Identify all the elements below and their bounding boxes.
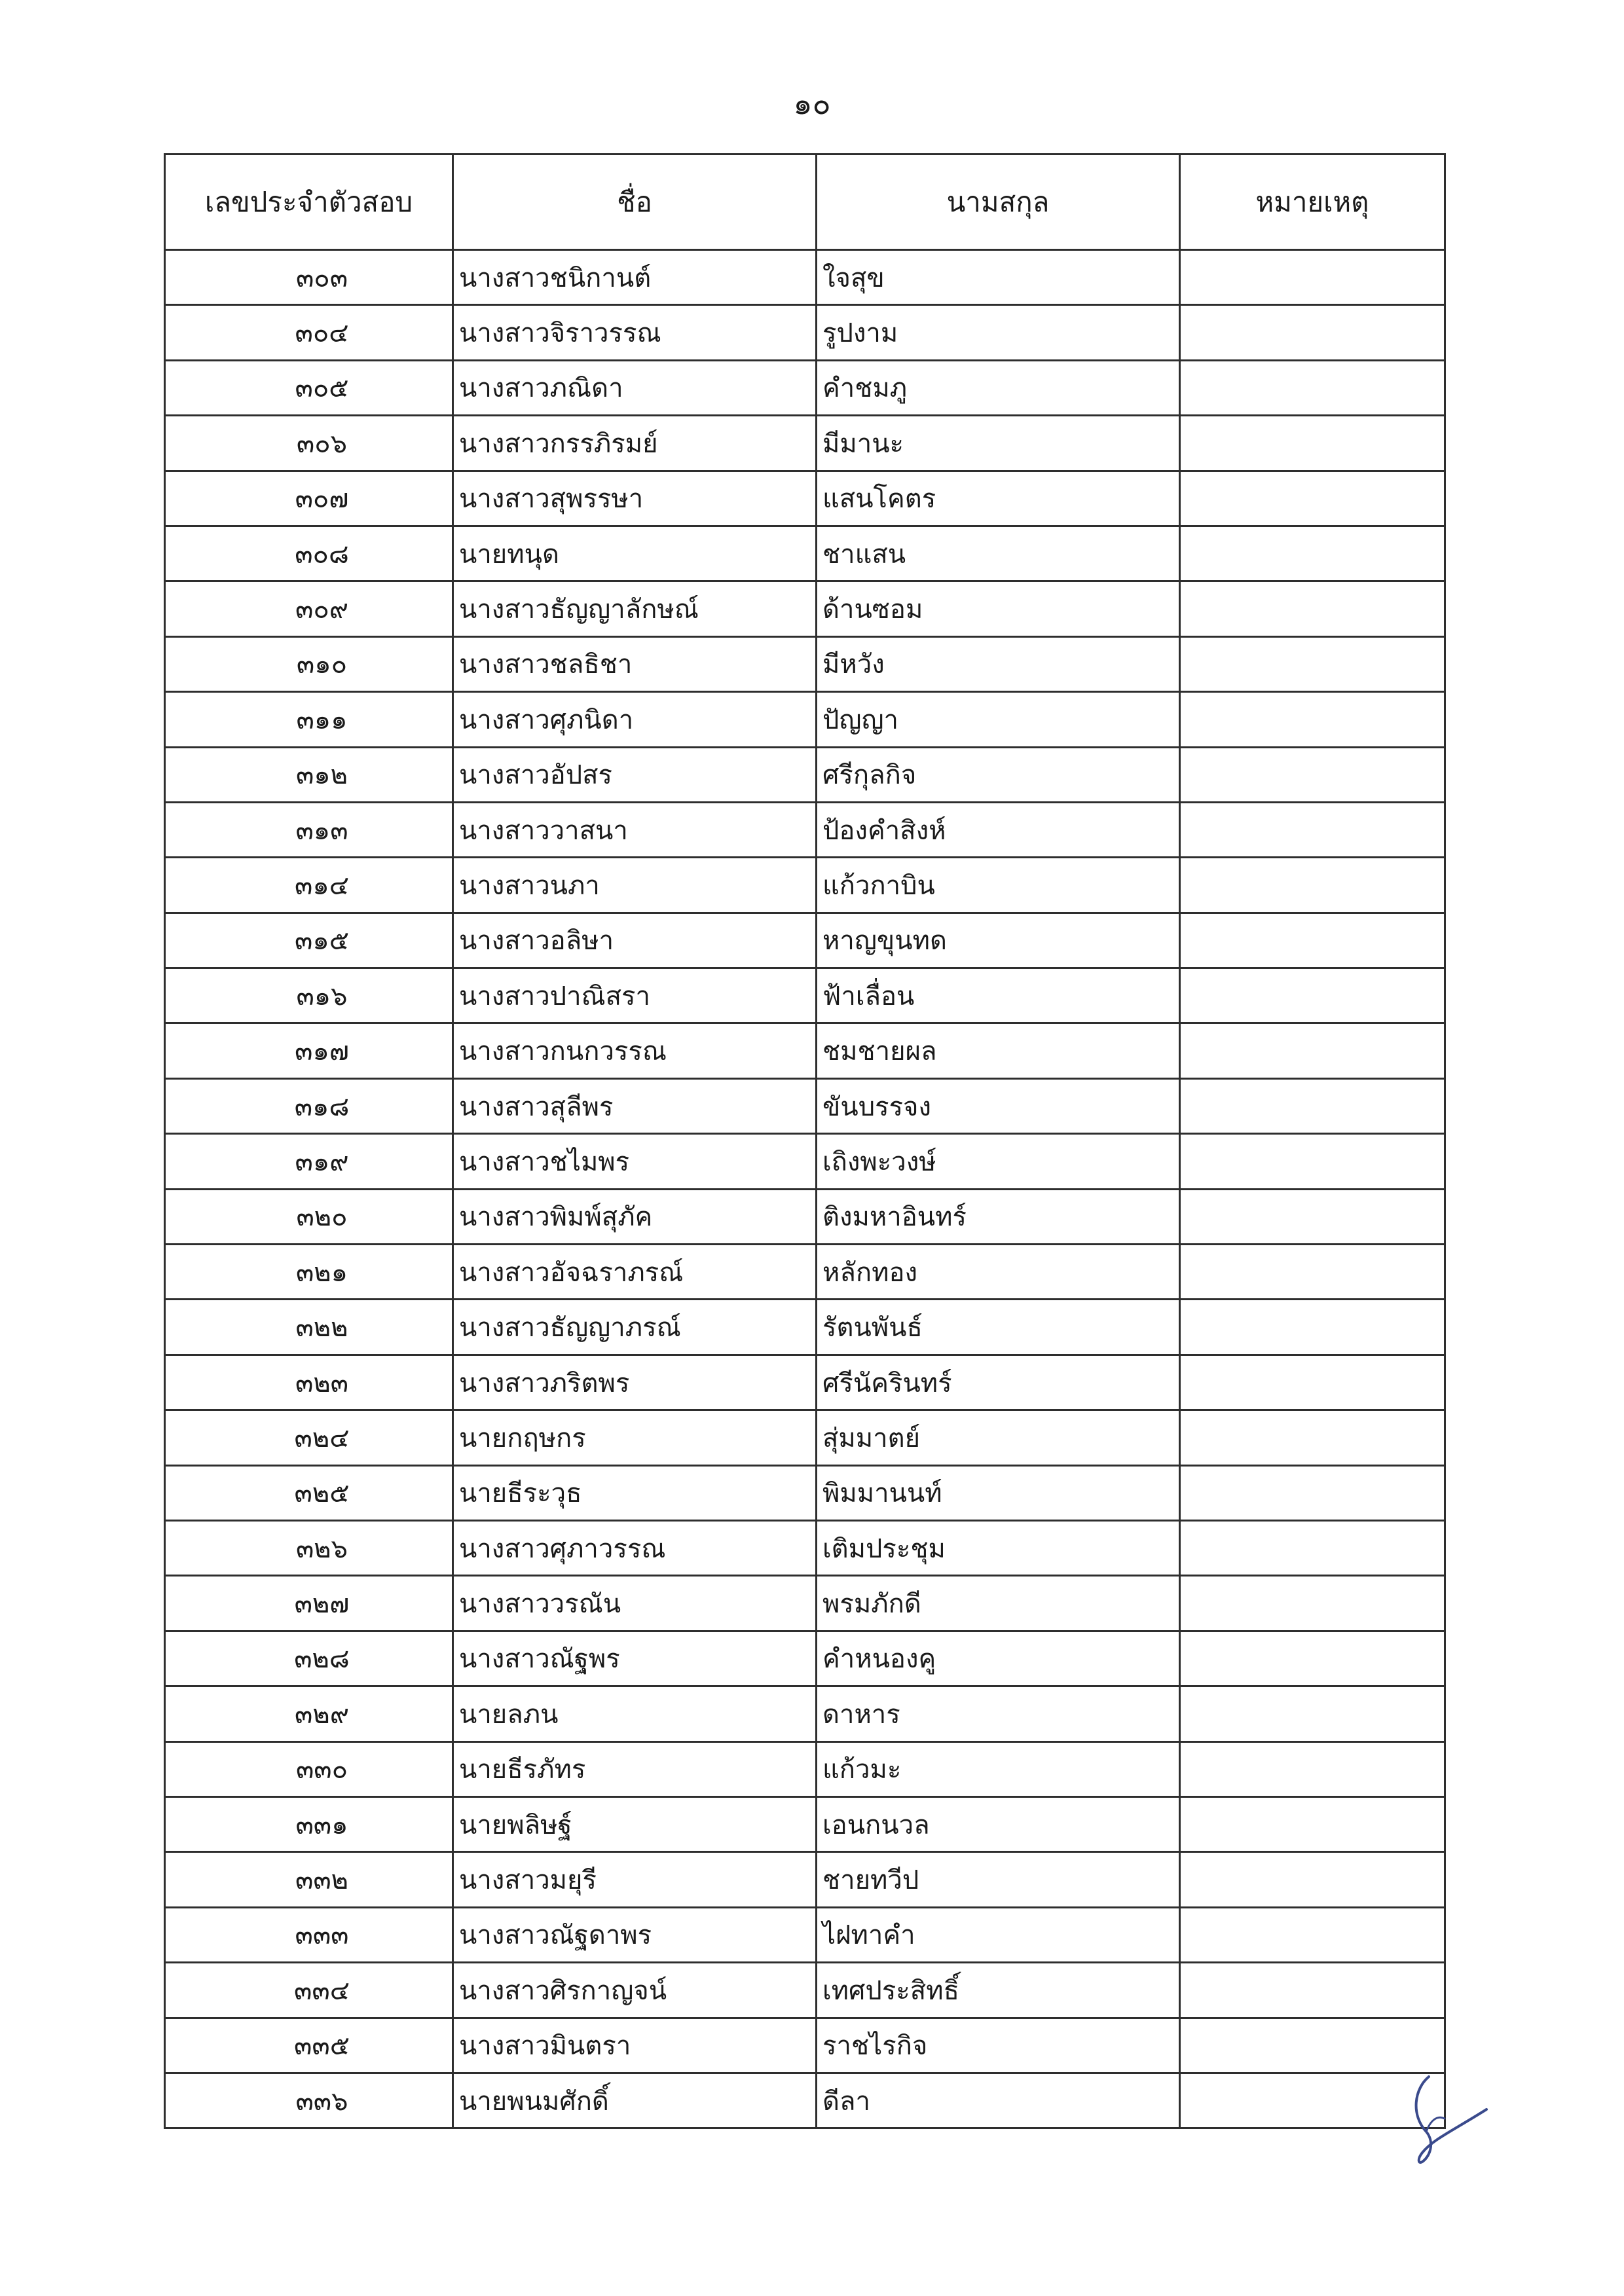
cell-remarks: [1180, 1410, 1445, 1465]
cell-last-name: ศรีนัครินทร์: [817, 1355, 1180, 1410]
cell-remarks: [1180, 1796, 1445, 1851]
cell-exam-id: ๓๑๔: [165, 858, 453, 913]
cell-remarks: [1180, 858, 1445, 913]
cell-exam-id: ๓๐๓: [165, 250, 453, 305]
cell-last-name: ชาแสน: [817, 526, 1180, 581]
cell-exam-id: ๓๓๔: [165, 1963, 453, 2018]
cell-first-name: นางสาวธัญญาภรณ์: [453, 1300, 817, 1355]
cell-exam-id: ๓๑๕: [165, 913, 453, 968]
table-row: [165, 913, 1445, 968]
table-row: [165, 1134, 1445, 1189]
cell-last-name: เถิงพะวงษ์: [817, 1134, 1180, 1189]
cell-exam-id: ๓๑๘: [165, 1078, 453, 1133]
cell-last-name: ฟ้าเลื่อน: [817, 968, 1180, 1023]
cell-first-name: นางสาวสุพรรษา: [453, 471, 817, 526]
cell-last-name: ราชไรกิจ: [817, 2018, 1180, 2073]
table-row: [165, 1796, 1445, 1851]
cell-exam-id: ๓๐๘: [165, 526, 453, 581]
cell-exam-id: ๓๑๖: [165, 968, 453, 1023]
cell-first-name: นางสาวมินตรา: [453, 2018, 817, 2073]
table-row: [165, 1410, 1445, 1465]
table-body: [165, 250, 1445, 2128]
cell-exam-id: ๓๐๔: [165, 305, 453, 360]
signature-mark: [1388, 2069, 1493, 2167]
cell-first-name: นางสาวอัจฉราภรณ์: [453, 1245, 817, 1300]
cell-exam-id: ๓๒๔: [165, 1410, 453, 1465]
cell-first-name: นางสาวชนิกานต์: [453, 250, 817, 305]
cell-first-name: นางสาววาสนา: [453, 802, 817, 857]
cell-last-name: หลักทอง: [817, 1245, 1180, 1300]
cell-exam-id: ๓๑๓: [165, 802, 453, 857]
cell-remarks: [1180, 1355, 1445, 1410]
table-row: [165, 747, 1445, 802]
cell-exam-id: ๓๓๑: [165, 1796, 453, 1851]
cell-first-name: นางสาวกรรภิรมย์: [453, 416, 817, 471]
cell-remarks: [1180, 636, 1445, 691]
cell-remarks: [1180, 2018, 1445, 2073]
cell-first-name: นางสาวศุภาวรรณ: [453, 1520, 817, 1575]
cell-first-name: นางสาวชไมพร: [453, 1134, 817, 1189]
cell-remarks: [1180, 581, 1445, 636]
table-row: [165, 1907, 1445, 1962]
table-row: [165, 858, 1445, 913]
table-row: [165, 581, 1445, 636]
cell-last-name: ไฝทาคำ: [817, 1907, 1180, 1962]
cell-remarks: [1180, 305, 1445, 360]
cell-exam-id: ๓๑๒: [165, 747, 453, 802]
cell-remarks: [1180, 1741, 1445, 1796]
table-row: [165, 636, 1445, 691]
header-exam-id: เลขประจำตัวสอบ: [165, 155, 453, 250]
cell-exam-id: ๓๓๒: [165, 1852, 453, 1907]
table-row: [165, 1189, 1445, 1244]
table-row: [165, 1245, 1445, 1300]
cell-first-name: นางสาวอลิษา: [453, 913, 817, 968]
table-row: [165, 526, 1445, 581]
table-row: [165, 802, 1445, 857]
cell-last-name: รูปงาม: [817, 305, 1180, 360]
header-remarks: หมายเหตุ: [1180, 155, 1445, 250]
cell-last-name: ใจสุข: [817, 250, 1180, 305]
cell-exam-id: ๓๐๙: [165, 581, 453, 636]
cell-last-name: ชายทวีป: [817, 1852, 1180, 1907]
cell-exam-id: ๓๒๕: [165, 1465, 453, 1520]
cell-first-name: นายลภน: [453, 1686, 817, 1741]
cell-exam-id: ๓๒๒: [165, 1300, 453, 1355]
cell-remarks: [1180, 802, 1445, 857]
table-row: [165, 692, 1445, 747]
cell-remarks: [1180, 250, 1445, 305]
cell-first-name: นายทนุด: [453, 526, 817, 581]
table-row: [165, 1465, 1445, 1520]
cell-remarks: [1180, 1023, 1445, 1078]
cell-remarks: [1180, 1686, 1445, 1741]
cell-last-name: คำหนองคู: [817, 1631, 1180, 1686]
cell-remarks: [1180, 1520, 1445, 1575]
table-row: [165, 360, 1445, 415]
cell-remarks: [1180, 471, 1445, 526]
cell-exam-id: ๓๓๐: [165, 1741, 453, 1796]
cell-last-name: มีมานะ: [817, 416, 1180, 471]
cell-exam-id: ๓๒๓: [165, 1355, 453, 1410]
cell-first-name: นางสาวจิราวรรณ: [453, 305, 817, 360]
cell-exam-id: ๓๑๐: [165, 636, 453, 691]
cell-first-name: นางสาวมยุรี: [453, 1852, 817, 1907]
cell-first-name: นายกฤษกร: [453, 1410, 817, 1465]
table-row: [165, 416, 1445, 471]
table-row: [165, 2018, 1445, 2073]
cell-exam-id: ๓๓๓: [165, 1907, 453, 1962]
cell-last-name: ป้องคำสิงห์: [817, 802, 1180, 857]
cell-last-name: แก้วกาบิน: [817, 858, 1180, 913]
cell-first-name: นางสาวพิมพ์สุภัค: [453, 1189, 817, 1244]
cell-first-name: นางสาวชลธิชา: [453, 636, 817, 691]
cell-first-name: นางสาวธัญญาลักษณ์: [453, 581, 817, 636]
table-row: [165, 1520, 1445, 1575]
cell-last-name: ติงมหาอินทร์: [817, 1189, 1180, 1244]
cell-exam-id: ๓๓๕: [165, 2018, 453, 2073]
cell-exam-id: ๓๐๕: [165, 360, 453, 415]
cell-first-name: นางสาวอัปสร: [453, 747, 817, 802]
cell-exam-id: ๓๒๘: [165, 1631, 453, 1686]
cell-first-name: นายธีระวุธ: [453, 1465, 817, 1520]
cell-first-name: นางสาวศุภนิดา: [453, 692, 817, 747]
table-row: [165, 305, 1445, 360]
cell-remarks: [1180, 1078, 1445, 1133]
cell-exam-id: ๓๒๖: [165, 1520, 453, 1575]
cell-first-name: นางสาวภณิดา: [453, 360, 817, 415]
page-number: ๑๐: [793, 86, 831, 121]
table-row: [165, 1852, 1445, 1907]
header-first-name: ชื่อ: [453, 155, 817, 250]
cell-last-name: เติมประชุม: [817, 1520, 1180, 1575]
cell-exam-id: ๓๑๑: [165, 692, 453, 747]
cell-last-name: ปัญญา: [817, 692, 1180, 747]
cell-first-name: นางสาวณัฐดาพร: [453, 1907, 817, 1962]
cell-exam-id: ๓๒๐: [165, 1189, 453, 1244]
cell-last-name: พิมมานนท์: [817, 1465, 1180, 1520]
table-row: [165, 1686, 1445, 1741]
cell-first-name: นางสาวณัฐพร: [453, 1631, 817, 1686]
cell-exam-id: ๓๓๖: [165, 2073, 453, 2128]
cell-first-name: นางสาวศิรกาญจน์: [453, 1963, 817, 2018]
cell-remarks: [1180, 1465, 1445, 1520]
cell-remarks: [1180, 913, 1445, 968]
cell-remarks: [1180, 968, 1445, 1023]
table-row: [165, 250, 1445, 305]
cell-remarks: [1180, 747, 1445, 802]
cell-first-name: นายพนมศักดิ์: [453, 2073, 817, 2128]
cell-remarks: [1180, 1852, 1445, 1907]
table-row: [165, 1741, 1445, 1796]
cell-last-name: แก้วมะ: [817, 1741, 1180, 1796]
table-row: [165, 1576, 1445, 1631]
cell-last-name: ขันบรรจง: [817, 1078, 1180, 1133]
header-last-name: นามสกุล: [817, 155, 1180, 250]
cell-remarks: [1180, 1300, 1445, 1355]
cell-first-name: นางสาวนภา: [453, 858, 817, 913]
table-row: [165, 1631, 1445, 1686]
cell-last-name: ชมชายผล: [817, 1023, 1180, 1078]
cell-last-name: เทศประสิทธิ์: [817, 1963, 1180, 2018]
table-row: [165, 2073, 1445, 2128]
cell-exam-id: ๓๑๗: [165, 1023, 453, 1078]
cell-last-name: รัตนพันธ์: [817, 1300, 1180, 1355]
cell-first-name: นางสาวกนกวรรณ: [453, 1023, 817, 1078]
table-row: [165, 471, 1445, 526]
cell-remarks: [1180, 1631, 1445, 1686]
table-row: [165, 1300, 1445, 1355]
cell-last-name: พรมภักดี: [817, 1576, 1180, 1631]
cell-remarks: [1180, 1576, 1445, 1631]
cell-remarks: [1180, 1907, 1445, 1962]
cell-last-name: สุ่มมาตย์: [817, 1410, 1180, 1465]
cell-first-name: นางสาวปาณิสรา: [453, 968, 817, 1023]
cell-exam-id: ๓๑๙: [165, 1134, 453, 1189]
cell-last-name: คำชมภู: [817, 360, 1180, 415]
cell-first-name: นางสาววรณัน: [453, 1576, 817, 1631]
cell-remarks: [1180, 692, 1445, 747]
cell-remarks: [1180, 1963, 1445, 2018]
cell-exam-id: ๓๐๖: [165, 416, 453, 471]
table-row: [165, 968, 1445, 1023]
cell-first-name: นายพลิษฐ์: [453, 1796, 817, 1851]
table-header-row: [165, 155, 1445, 250]
cell-remarks: [1180, 526, 1445, 581]
cell-remarks: [1180, 1245, 1445, 1300]
cell-last-name: มีหวัง: [817, 636, 1180, 691]
cell-exam-id: ๓๐๗: [165, 471, 453, 526]
cell-first-name: นายธีรภัทร: [453, 1741, 817, 1796]
cell-remarks: [1180, 1134, 1445, 1189]
cell-first-name: นางสาวสุลีพร: [453, 1078, 817, 1133]
cell-last-name: ด้านซอม: [817, 581, 1180, 636]
cell-exam-id: ๓๒๙: [165, 1686, 453, 1741]
cell-remarks: [1180, 360, 1445, 415]
cell-last-name: เอนกนวล: [817, 1796, 1180, 1851]
cell-last-name: ดีลา: [817, 2073, 1180, 2128]
cell-first-name: นางสาวภริตพร: [453, 1355, 817, 1410]
cell-last-name: ศรีกุลกิจ: [817, 747, 1180, 802]
cell-remarks: [1180, 416, 1445, 471]
table-row: [165, 1355, 1445, 1410]
exam-roster-table: [164, 153, 1446, 2129]
cell-last-name: แสนโคตร: [817, 471, 1180, 526]
table-row: [165, 1963, 1445, 2018]
cell-exam-id: ๓๒๗: [165, 1576, 453, 1631]
cell-remarks: [1180, 1189, 1445, 1244]
table-row: [165, 1078, 1445, 1133]
table-row: [165, 1023, 1445, 1078]
cell-exam-id: ๓๒๑: [165, 1245, 453, 1300]
cell-last-name: ดาหาร: [817, 1686, 1180, 1741]
cell-last-name: หาญขุนทด: [817, 913, 1180, 968]
